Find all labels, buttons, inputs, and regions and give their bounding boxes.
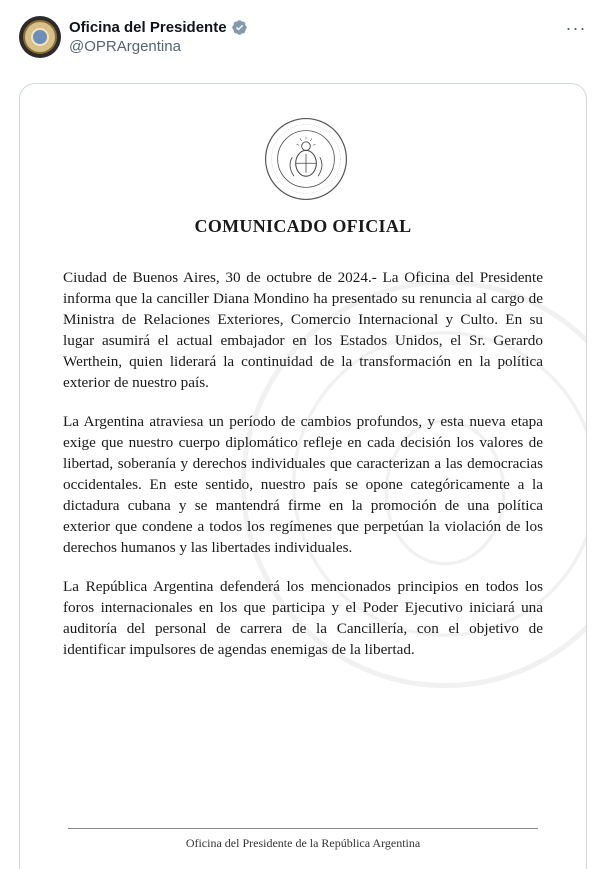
presidential-seal-icon — [263, 116, 349, 202]
document-title: COMUNICADO OFICIAL — [194, 216, 412, 236]
verified-badge-icon — [231, 19, 248, 36]
document-body — [63, 267, 543, 678]
handle[interactable]: @OPRArgentina — [69, 38, 181, 55]
author-name-row[interactable] — [69, 16, 248, 38]
paragraph: Ciudad de Buenos Aires, 30 de octubre de 2024.- La Oficina del Presidente informa que la canciller Diana Mondino ha presentado su renuncia al cargo de Ministra de Relaciones Exteriores, Comercio Internacional y Culto. En su lugar asumirá el actual embajador en los Estados Unidos, el Sr. Gerardo Werthein, quien liderará la continuidad de la transformación en la política exterior de nuestro país. — [63, 269, 543, 391]
post-header — [0, 0, 600, 72]
avatar[interactable] — [19, 16, 61, 58]
paragraph: La República Argentina defenderá los mencionados principios en todos los foros internacionales en los que participa y el Poder Ejecutivo iniciará una auditoría del personal de carrera de la Cancillería, con el objetivo de identificar impulsores de agendas enemigas de la libertad. — [63, 578, 543, 658]
document-footer: Oficina del Presidente de la República Argentina — [185, 836, 421, 850]
more-options-icon[interactable]: ··· — [565, 17, 587, 38]
display-name[interactable]: Oficina del Presidente — [69, 18, 227, 36]
paragraph: La Argentina atraviesa un período de cambios profundos, y esta nueva etapa exige que nuestro cuerpo diplomático refleje en cada decisión los valores de libertad, soberanía y derechos individuales que caracterizan a las democracias occidentales. En este sentido, nuestro país se opone categóricamente a la dictadura cubana y se mantendrá firme en la promoción de una política exterior que condene a todos los regímenes que perpetúan la violación de los derechos humanos y las libertades individuales. — [63, 413, 543, 556]
footer-divider — [68, 828, 538, 829]
avatar-seal — [23, 20, 57, 54]
attached-image[interactable] — [19, 83, 587, 869]
